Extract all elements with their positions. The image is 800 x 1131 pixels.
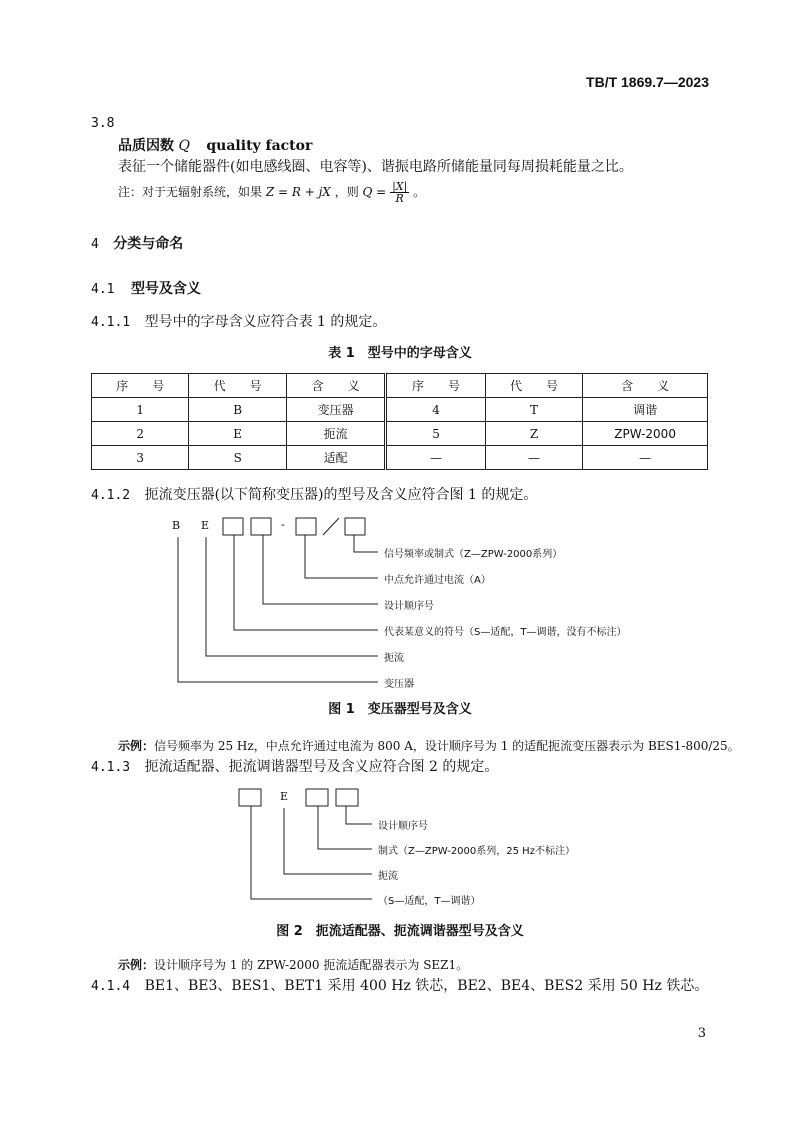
- table-cell: 2: [92, 422, 189, 446]
- section-4-1-title: 型号及含义: [130, 281, 201, 297]
- fig1-leader-line: [178, 537, 378, 682]
- table-cell: B: [189, 398, 286, 422]
- fig1-box-frequency: [345, 518, 365, 535]
- fig1-leader-line: [305, 535, 378, 578]
- table-cell: —: [386, 446, 485, 470]
- fig1-label: 设计顺序号: [384, 601, 434, 612]
- section-4-1-3-text: 扼流适配器、扼流调谐器型号及含义应符合图 2 的规定。: [144, 759, 499, 775]
- section-4-1-1-text: 型号中的字母含义应符合表 1 的规定。: [144, 314, 387, 330]
- table-header-cell: 含 义: [583, 374, 708, 398]
- note-formula: Z = R + jX: [265, 185, 331, 199]
- table-cell: —: [485, 446, 582, 470]
- fig1-leader-line: [263, 535, 378, 604]
- section-4-1-2-number: 4.1.2: [91, 488, 131, 503]
- figure-1-caption: 图 1 变压器型号及含义: [328, 702, 472, 717]
- section-4-1-4-text: BE1、BE3、BES1、BET1 采用 400 Hz 铁芯，BE2、BE4、BES2 采用 50 Hz 铁芯。: [144, 978, 709, 994]
- fig1-box-current: [296, 518, 316, 535]
- fig1-letter-b: B: [172, 519, 181, 532]
- table-1-caption: 表 1 型号中的字母含义: [328, 346, 472, 361]
- example-2-text: 设计顺序号为 1 的 ZPW-2000 扼流适配器表示为 SEZ1。: [154, 958, 469, 972]
- table-cell: ZPW-2000: [583, 422, 708, 446]
- section-3-8-number: 3.8: [91, 116, 115, 131]
- example-1: [118, 737, 740, 754]
- table-cell: Z: [485, 422, 582, 446]
- table-cell: 调谐: [583, 398, 708, 422]
- fig1-box-design-no: [251, 518, 271, 535]
- table-header-cell: 序 号: [386, 374, 485, 398]
- term-symbol: Q: [178, 138, 190, 154]
- fig1-leader-line: [206, 537, 378, 656]
- fig2-label: 制式（Z—ZPW-2000系列，25 Hz不标注）: [378, 846, 575, 857]
- table-cell: E: [189, 422, 286, 446]
- note-end: 。: [413, 185, 426, 199]
- fig1-letter-e: E: [201, 519, 210, 532]
- fig1-leader-line: [354, 535, 378, 552]
- fig2-box-design-no: [336, 789, 358, 806]
- table-header-cell: 含 义: [286, 374, 385, 398]
- note-prefix: 注：对于无辐射系统，如果: [118, 185, 263, 199]
- table-header-cell: 代 号: [189, 374, 286, 398]
- section-4-1-1-number: 4.1.1: [91, 315, 131, 330]
- table-cell: S: [189, 446, 286, 470]
- fig2-leader-line: [318, 806, 372, 849]
- section-4-1-2-text: 扼流变压器(以下简称变压器)的型号及含义应符合图 1 的规定。: [144, 487, 538, 503]
- example-1-text: 信号频率为 25 Hz，中点允许通过电流为 800 A，设计顺序号为 1 的适配扼流变压器表示为 BES1-800/25。: [154, 739, 740, 753]
- table-header-cell: 代 号: [485, 374, 582, 398]
- fig2-letter-e: E: [280, 790, 289, 803]
- note-mid: ，则: [334, 185, 359, 199]
- term-definition: 表征一个储能器件(如电感线圈、电容等)、谐振电路所储能量同每周损耗能量之比。: [118, 159, 633, 175]
- table-cell: —: [583, 446, 708, 470]
- example-2: [118, 956, 468, 973]
- table-cell: 3: [92, 446, 189, 470]
- section-4-1-4: [91, 975, 708, 995]
- fig2-box-type: [239, 789, 261, 806]
- section-4-1-3-number: 4.1.3: [91, 760, 131, 775]
- section-4-1-4-number: 4.1.4: [91, 979, 131, 994]
- table-cell: 扼流: [286, 422, 385, 446]
- section-4-1-number: 4.1: [91, 282, 115, 297]
- fig1-label: 变压器: [384, 679, 414, 690]
- term-en: quality factor: [206, 138, 313, 154]
- document-id: TB/T 1869.7—2023: [586, 74, 709, 90]
- fig2-label: （S—适配，T—调谐）: [378, 896, 481, 907]
- fig1-label: 信号频率或制式（Z—ZPW-2000系列）: [384, 549, 563, 560]
- table-header-cell: 序 号: [92, 374, 189, 398]
- page-number: 3: [697, 1026, 706, 1041]
- fig1-label: 代表某意义的符号（S—适配，T—调谐，没有不标注）: [384, 627, 627, 638]
- fig1-slash-line: [323, 518, 339, 535]
- note-q: Q =: [362, 185, 387, 199]
- fig1-leader-line: [234, 535, 378, 630]
- example-2-label: 示例：: [118, 958, 155, 972]
- table-cell: 1: [92, 398, 189, 422]
- fig2-leader-line: [284, 808, 372, 874]
- fig1-label: 扼流: [384, 653, 404, 664]
- figure-2-caption: 图 2 扼流适配器、扼流调谐器型号及含义: [276, 924, 524, 939]
- section-4-title: 分类与命名: [113, 236, 184, 252]
- fig1-label: 中点允许通过电流（A）: [384, 575, 491, 586]
- fig2-label: 扼流: [378, 871, 398, 882]
- fig2-leader-line: [346, 806, 372, 824]
- example-1-label: 示例：: [118, 739, 155, 753]
- section-4-number: 4: [91, 237, 99, 252]
- term-cn: 品质因数: [118, 138, 174, 154]
- section-4-1-3: [91, 756, 498, 776]
- note-denominator: R: [395, 192, 404, 205]
- note-numerator: |X|: [392, 180, 408, 193]
- table-cell: 变压器: [286, 398, 385, 422]
- table-cell: 4: [386, 398, 485, 422]
- table-cell: 5: [386, 422, 485, 446]
- fig2-leader-line: [251, 806, 372, 899]
- fig1-box-symbol: [223, 518, 243, 535]
- fig2-box-system: [306, 789, 328, 806]
- table-cell: T: [485, 398, 582, 422]
- fig1-dash: -: [281, 518, 285, 531]
- table-cell: 适配: [286, 446, 385, 470]
- fig2-label: 设计顺序号: [378, 821, 428, 832]
